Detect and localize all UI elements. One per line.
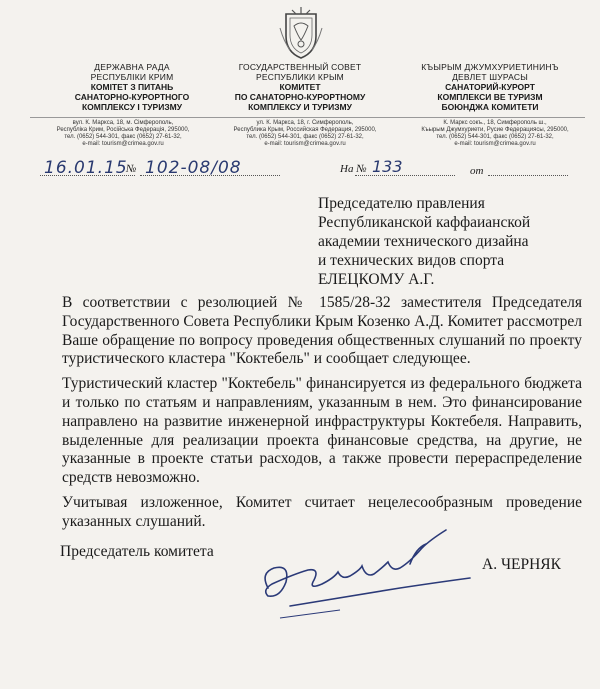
incoming-number-underline (355, 175, 455, 176)
header-left-line1: ДЕРЖАВНА РАДА (94, 62, 170, 72)
incoming-date-underline (488, 175, 568, 176)
address-left-line3: тел. (0652) 544-301, факс (0652) 27-61-32, (64, 134, 182, 140)
address-russian (220, 120, 390, 148)
address-ukrainian (38, 120, 208, 148)
body-paragraph-2: Туристический кластер "Коктебель" финансируется из федерального бюджета и только по статьям и направлениям, указанным в нем. Это финансирование направлено на развитие инженерной инфраструктуры Коктебеля. Направить, выделенные для реализации проекта финансовые средства, на другие, не указанные в проекте статьи расходов, а также провести перераспределение средств невозможно. (62, 375, 582, 487)
incoming-number: 133 (372, 157, 403, 176)
signatory-title: Председатель комитета (60, 543, 214, 560)
letter-body (62, 294, 582, 538)
handwritten-signature (250, 518, 480, 638)
outgoing-date: 16.01.15 (44, 158, 128, 178)
header-ukrainian (52, 60, 212, 112)
outgoing-number: 102-08/08 (145, 158, 242, 178)
signatory-name: А. ЧЕРНЯК (482, 556, 561, 573)
address-center-line2: Республика Крым, Российская Федерация, 295000, (233, 127, 377, 133)
header-center-line2: РЕСПУБЛИКИ КРЫМ (256, 72, 344, 82)
header-left-line3: КОМІТЕТ З ПИТАНЬ (90, 82, 174, 92)
addressee-line5: ЕЛЕЦКОМУ А.Г. (318, 271, 435, 288)
address-right-line3: тел. (0652) 544-301, факс (0652) 27-61-32, (436, 134, 554, 140)
number-underline (140, 175, 280, 176)
outgoing-number-sign: № (126, 163, 137, 175)
header-russian (220, 60, 380, 112)
crimea-coat-of-arms-icon (278, 6, 324, 60)
header-right-line4: КОМПЛЕКСИ ВЕ ТУРИЗМ (437, 92, 543, 102)
header-right-line2: ДЕВЛЕТ ШУРАСЫ (452, 72, 528, 82)
header-right-line3: САНАТОРИЙ-КУРОРТ (445, 82, 535, 92)
header-left-line2: РЕСПУБЛІКИ КРИМ (90, 72, 174, 82)
header-crimean-tatar (400, 60, 580, 112)
address-right-line2: Къырым Джумхуриети, Русие Федерациясы, 295000, (421, 127, 569, 133)
header-left-line5: КОМПЛЕКСУ І ТУРИЗМУ (81, 102, 183, 112)
header-center-line4: ПО САНАТОРНО-КУРОРТНОМУ (234, 92, 366, 102)
incoming-date-label: от (470, 165, 484, 177)
header-left-line4: САНАТОРНО-КУРОРТНОГО (74, 92, 190, 102)
address-center-line1: ул. К. Маркса, 18, г. Симферополь, (256, 120, 354, 126)
addressee-line2: Республиканской каффаианской (318, 214, 531, 231)
addressee-block (318, 194, 530, 289)
addressee-line1: Председателю правления (318, 195, 485, 212)
body-paragraph-1: В соответствии с резолюцией № 1585/28-32 заместителя Председателя Государственного Совета Республики Крым Козенко А.Д. Комитет рассмотрел Ваше обращение по вопросу проведения общественных слушаний по проекту туристического кластера "Коктебель" и сообщает следующее. (62, 294, 582, 368)
header-divider (30, 117, 585, 118)
address-right-line1: К. Маркс сокъ., 18, Симферополь ш., (443, 120, 547, 126)
address-left-line4: e-mail: tourism@crimea.gov.ru (82, 141, 164, 147)
date-underline (40, 175, 135, 176)
address-left-line1: вул. К. Маркса, 18, м. Сімферополь, (72, 120, 174, 126)
address-center-line4: e-mail: tourism@crimea.gov.ru (264, 141, 346, 147)
body-paragraph-3: Учитывая изложенное, Комитет считает нецелесообразным проведение указанных слушаний. (62, 493, 582, 530)
addressee-line3: академии технического дизайна (318, 233, 529, 250)
header-right-line5: БОЮНДЖА КОМИТЕТИ (441, 102, 539, 112)
address-crimean-tatar (400, 120, 590, 148)
header-center-line3: КОМИТЕТ (279, 82, 321, 92)
header-right-line1: КЪЫРЫМ ДЖУМХУРИЕТИНИНЪ (421, 62, 559, 72)
addressee-line4: и технических видов спорта (318, 252, 505, 269)
address-center-line3: тел. (0652) 544-301, факс (0652) 27-61-32, (246, 134, 364, 140)
header-center-line1: ГОСУДАРСТВЕННЫЙ СОВЕТ (238, 62, 362, 72)
address-right-line4: e-mail: tourism@crimea.gov.ru (454, 141, 536, 147)
header-center-line5: КОМПЛЕКСУ И ТУРИЗМУ (248, 102, 352, 112)
address-left-line2: Республіка Крим, Російська Федерація, 295000, (56, 127, 190, 133)
incoming-number-label: На № (340, 163, 367, 175)
